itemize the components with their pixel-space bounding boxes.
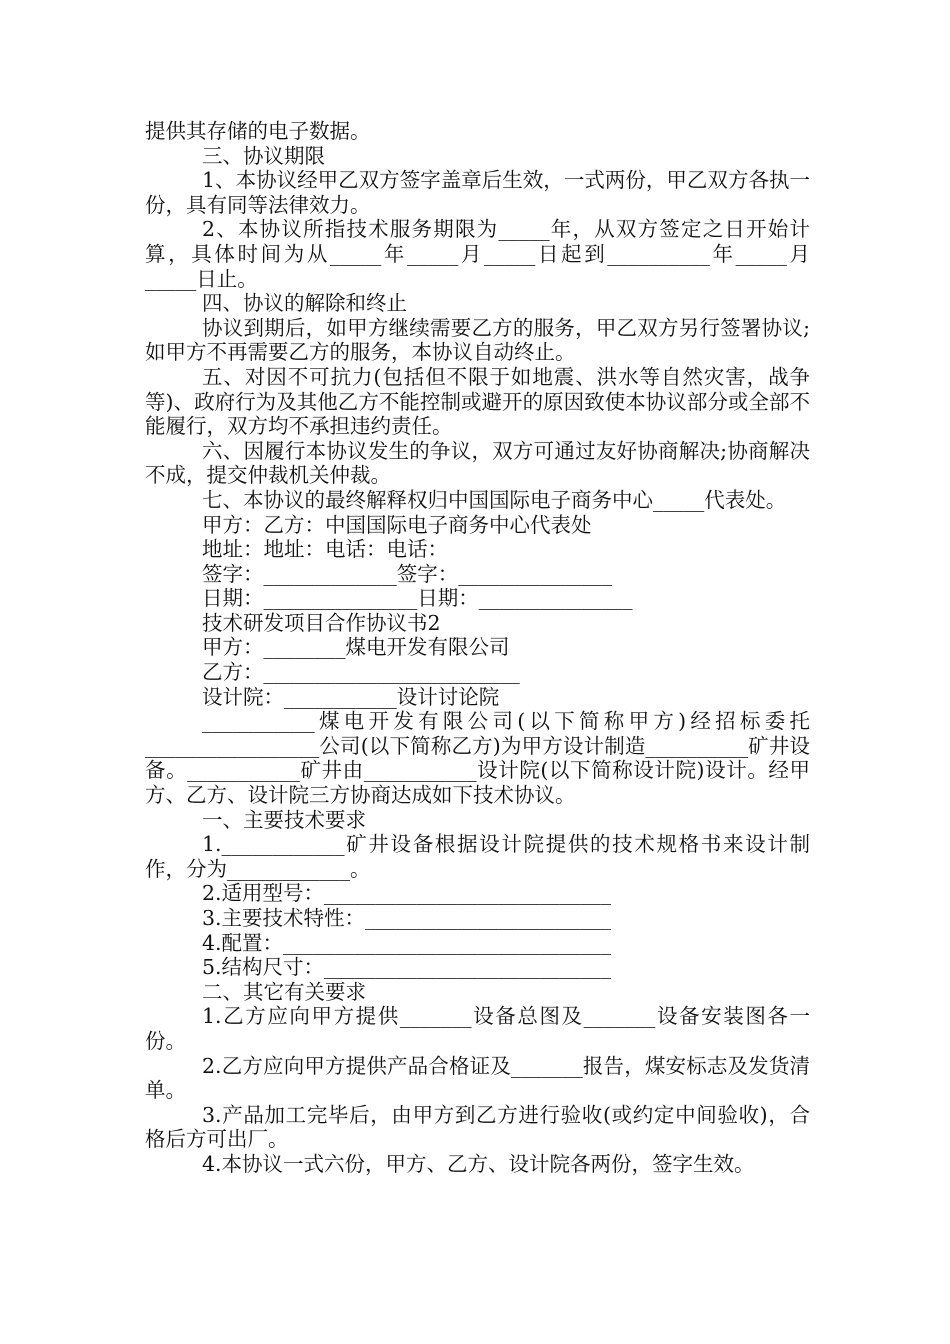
section-heading-term: 三、协议期限: [202, 143, 325, 168]
paragraph: ___________煤电开发有限公司(以下简称甲方)经招标委托_________________公司(以下简称乙方)为甲方设计制造__________矿井设备。___________矿井由___________设计院(以下简称设计院)设计。经甲方、乙方、设计院三方协商达成如下技术协议。: [145, 709, 810, 808]
paragraph: 4.本协议一式六份，甲方、乙方、设计院各两份，签字生效。: [202, 1151, 755, 1176]
paragraph: 3.产品加工完毕后，由甲方到乙方进行验收(或约定中间验收)，合格后方可出厂。: [145, 1102, 810, 1152]
paragraph: 六、因履行本协议发生的争议，双方可通过友好协商解决;协商解决不成，提交仲裁机关仲裁。: [145, 438, 810, 488]
paragraph: 1.____________矿井设备根据设计院提供的技术规格书来设计制作，分为____________。: [145, 832, 810, 881]
paragraph: 1、本协议经甲乙双方签字盖章后生效，一式两份，甲乙双方各执一份，具有同等法律效力。: [145, 168, 810, 217]
party-a-line: 甲方：________煤电开发有限公司: [202, 635, 510, 660]
paragraph: 提供其存储的电子数据。: [145, 119, 371, 143]
spec-line: 5.结构尺寸：____________________________: [202, 955, 612, 980]
paragraph: 七、本协议的最终解释权归中国国际电子商务中心_____代表处。: [202, 487, 787, 512]
spec-line: 4.配置：________________________________: [202, 930, 612, 955]
paragraph: 协议到期后，如甲方继续需要乙方的服务，甲乙双方另行签署协议;如甲方不再需要乙方的服务，本协议自动终止。: [145, 315, 810, 365]
signature-line: 签字：_____________签字：_______________: [202, 561, 612, 586]
document-subtitle: 技术研发项目合作协议书2: [202, 610, 441, 635]
paragraph: 2、本协议所指技术服务期限为_____年，从双方签定之日开始计算，具体时间为从_____年_____月_____日起到__________年_____月_____日止。: [145, 217, 810, 291]
design-institute-line: 设计院：___________设计讨论院: [202, 684, 500, 709]
section-heading-other: 二、其它有关要求: [202, 979, 366, 1004]
document-body: [145, 119, 810, 1177]
spec-line: 3.主要技术特性：________________________: [202, 906, 612, 930]
party-line: 甲方：乙方：中国国际电子商务中心代表处: [202, 512, 592, 537]
paragraph: 五、对因不可抗力(包括但不限于如地震、洪水等自然灾害，战争等)、政府行为及其他乙方不能控制或避开的原因致使本协议部分或全部不能履行，双方均不承担违约责任。: [145, 364, 810, 439]
section-heading-termination: 四、协议的解除和终止: [202, 291, 407, 316]
spec-line: 2.适用型号：____________________________: [202, 881, 612, 906]
section-heading-requirements: 一、主要技术要求: [202, 807, 366, 832]
address-line: 地址：地址：电话：电话：: [202, 537, 448, 562]
party-b-line: 乙方：_________________________: [202, 660, 520, 685]
paragraph: 1.乙方应向甲方提供_______设备总图及_______设备安装图各一份。: [145, 1004, 810, 1053]
paragraph: 2.乙方应向甲方提供产品合格证及_______报告，煤安标志及发货清单。: [145, 1053, 810, 1103]
date-line: 日期：_______________日期：_______________: [202, 586, 633, 611]
